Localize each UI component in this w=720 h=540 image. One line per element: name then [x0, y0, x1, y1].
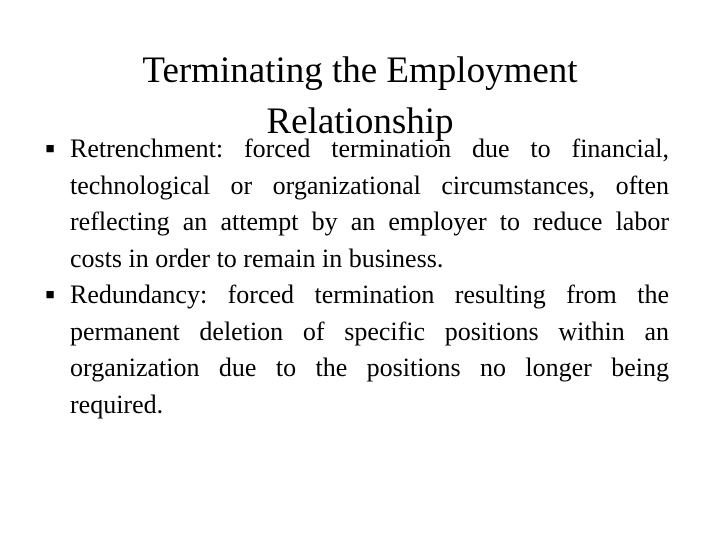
slide-title-line-1: Terminating the Employment	[142, 49, 578, 91]
square-bullet-icon: ■	[45, 141, 55, 157]
bullet-item-redundancy	[44, 277, 669, 423]
slide-title-line-2: Relationship	[266, 100, 454, 142]
bullet-text-retrenchment: Retrenchment: forced termination due to financial, technological or organizational circumstances, often reflecting an attempt by an employer to reduce labor costs in order to remain in business.	[70, 134, 669, 273]
bullet-item-retrenchment	[44, 131, 669, 277]
bullet-text-redundancy: Redundancy: forced termination resulting from the permanent deletion of specific positions within an organization due to the positions no longer being required.	[70, 280, 669, 419]
square-bullet-icon: ■	[45, 287, 55, 303]
bullet-list	[44, 131, 669, 423]
